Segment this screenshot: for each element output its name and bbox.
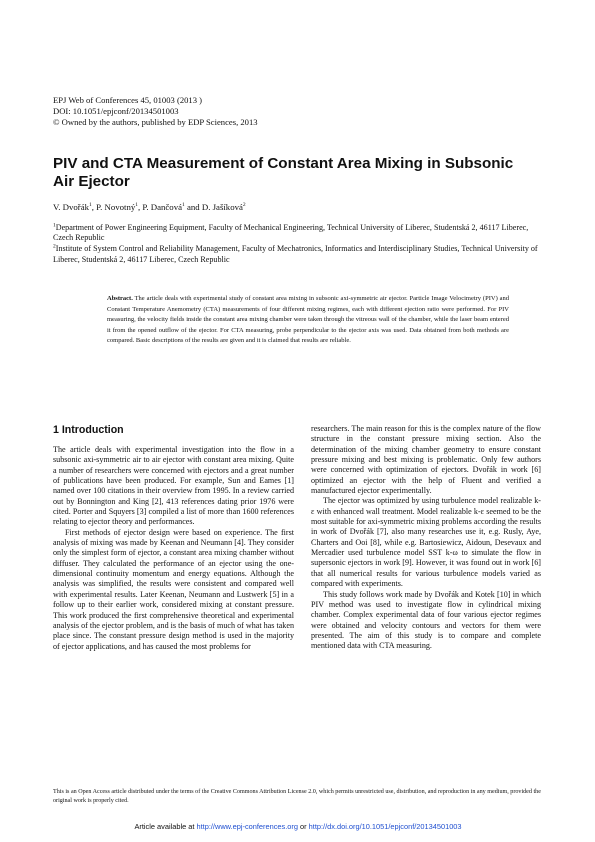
- abstract-text: The article deals with experimental study of constant area mixing in subsonic axi-symmetric air ejector. Particle Image Velocimetry (PIV) and Constant Temperature Anemometry (CTA) measurements of four different mixing regimes, each with different ejection ratio were performed. For PIV measuring, the velocity fields inside the constant area mixing chamber were taken through the vitreous wall of the chamber, while the laser beam entered it from the opened outflow of the ejector. For CTA measuring, probe perpendicular to the ejector axis was used. Data obtained from both methods are compared. Basic descriptions of the results are given and it is claimed that results are reliable.: [107, 295, 509, 344]
- journal-header: [53, 95, 453, 128]
- paragraph: The ejector was optimized by using turbulence model realizable k-ε with enhanced wall treatment. Model realizable k-ε seemed to be the most suitable for axi-symmetric mixing problems according the results in work of Dvořák [7], also many researches use it, e.g. Rusly, Aye, Charters and Ooi [8], while e.g. Bartosiewicz, Aidoun, Desevaux and Mercadier used turbulence model SST k-ω to simulate the flow in supersonic ejectors in work [9]. However, it was found out in work [6] that all numerical results for various turbulence models varied as compared with experiments.: [311, 496, 541, 589]
- epj-conferences-link[interactable]: http://www.epj-conferences.org: [196, 822, 298, 831]
- author: D. Jašíková$^2$: [201, 202, 246, 212]
- right-column: [311, 424, 541, 652]
- author: P. Dančová$^1$ and: [142, 202, 202, 212]
- affiliation-item: $^1$Department of Power Engineering Equipment, Faculty of Mechanical Engineering, Technical University of Liberec, Studentská 2, 46117 Liberec, Czech Republic: [53, 222, 529, 243]
- abstract-label: Abstract.: [107, 295, 133, 302]
- doi-link[interactable]: http://dx.doi.org/10.1051/epjconf/20134501003: [308, 822, 462, 831]
- copyright-line: © Owned by the authors, published by EDP Sciences, 2013: [53, 117, 258, 127]
- author: P. Novotný$^1$,: [96, 202, 143, 212]
- doi-line: DOI: 10.1051/epjconf/20134501003: [53, 106, 179, 116]
- author-list: [53, 202, 533, 213]
- author: V. Dvořák$^1$,: [53, 202, 97, 212]
- abstract: [107, 294, 509, 347]
- section-heading: 1 Introduction: [53, 424, 124, 436]
- paragraph: researchers. The main reason for this is the complex nature of the flow structure in the constant pressure mixing section. Also the determination of the mixing chamber geometry to ensure constant pressure mixing and best mixing is problematic. Only few authors were concerned with optimization of ejectors. Dvořák in work [6] optimized an ejector with the help of Fluent and verified a manufactured ejector experimentally.: [311, 424, 541, 496]
- paragraph: The article deals with experimental investigation into the flow in a subsonic axi-symmetric air to air ejector with constant area mixing. Quite a number of researchers were concerned with ejectors and a great number of publications have been produced. For example, Sun and Eames [1] named over 100 citations in their overview from 1995. In a review carried out by Bonnington and King [2], 413 references dating prior 1976 were cited. Porter and Squyers [3] compiled a list of more than 1600 references relating to ejector theory and performances.: [53, 445, 294, 527]
- journal-citation: EPJ Web of Conferences 45, 01003 (2013 ): [53, 95, 203, 105]
- article-available-line: Article available at http://www.epj-conferences.org or http://dx.doi.org/10.1051/epjconf/20134501003: [134, 822, 462, 831]
- paper-title: PIV and CTA Measurement of Constant Area Mixing in Subsonic Air Ejector: [53, 155, 514, 190]
- left-column: [53, 445, 294, 652]
- license-note: This is an Open Access article distributed under the terms of the Creative Commons Attribution License 2.0, which permits unrestricted use, distribution, and reproduction in any medium, provided the original work is properly cited.: [53, 789, 541, 804]
- paragraph: This study follows work made by Dvořák and Kotek [10] in which PIV method was used to investigate flow in cylindrical mixing chamber. Complex experimental data of four various ejector regimes were obtained and velocity contours and vectors for them were presented. The aim of this study is to compare and complete mentioned data with CTA measuring.: [311, 589, 541, 651]
- paragraph: First methods of ejector design were based on experience. The first analysis of mixing was made by Keenan and Neumann [4]. They consider only the simplest form of ejector, a constant area mixing chamber without diffuser. They calculated the performance of an ejector using the one-dimensional continuity momentum and energy equations. Although the analysis was simplified, the results were consistent and compared well with experimental results. Later Keenan, Neumann and Lustwerk [5] in a follow up to their earlier work, considered mixing at constant pressure. This work produced the first comprehensive theoretical and experimental analysis of the ejector problem, and is the basis of much of what has taken place since. The constant pressure design method is used in the majority of ejector applications, and has caused the most problems for: [53, 527, 294, 651]
- affiliations: [53, 223, 543, 265]
- affiliation-item: $^2$Institute of System Control and Reliability Management, Faculty of Mechatronics, Informatics and Interdisciplinary Studies, Technical University of Liberec, Studentská 2, 46117 Liberec, Czech Republic: [53, 243, 538, 264]
